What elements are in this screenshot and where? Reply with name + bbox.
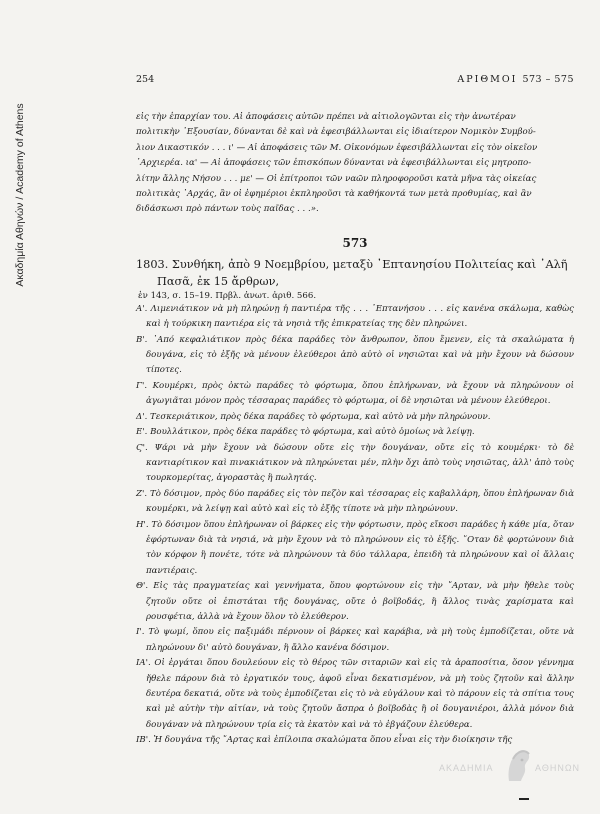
continuation-line: πολιτικὰς ᾿Αρχάς, ἂν οἱ ἐφημέριοι ἐκπληροῦσι τὰ καθήκοντά των μετὰ προθυμίας, καὶ ἂν [136,189,532,200]
running-head [136,70,574,90]
treaty-articles [136,302,574,749]
article-paragraph: Α'. Λιμενιάτικον νὰ μὴ πληρώνῃ ἡ παντιέρα τῆς . . . ᾿Επτανήσου . . . εἰς κανένα σκάλωμα, καθὼς καὶ ἡ τούρκικη παντιέρα εἰς τὰ νησιὰ τῆς ἐπικρατείας της δὲν πληρώνει. [136,303,574,330]
archive-side-label [14,40,26,350]
continuation-line: εἰς τὴν ἐπαρχίαν του. Αἱ ἀποφάσεις αὐτῶν πρέπει νὰ αἰτιολογῶνται εἰς τὴν ἀνωτέραν [136,112,516,122]
entry-reference: ἐν 143, σ. 15–19. Πρβλ. ἀνωτ. ἀριθ. 566. [138,290,317,301]
continuation-line: πολιτικὴν ᾿Εξουσίαν, δύνανται δὲ καὶ νὰ ἐφεσιβάλλωνται εἰς ἰδιαίτερον Νομικὸν Συμβού- [136,127,536,138]
watermark-right-text: ΑΘΗΝΩΝ [535,763,581,773]
academy-watermark [425,745,585,787]
article-paragraph: Η'. Τὸ δόσιμον ὅπου ἐπλήρωναν οἱ βάρκες εἰς τὴν φόρτωσιν, πρὸς εἴκοσι παράδες ἡ κάθε μία, ὅταν ἐφόρτωναν διὰ τὰ νησιά, νὰ μὴν ἔχουν νὰ τὸ πληρώνουν εἰς τὸ ἑξῆς. ῞Οταν δὲ φορτώνουν διὰ τὸν κόρφον ἢ πονέτε, τότε νὰ πληρώνουν τὰ δύο τάλλαρα, ἐπειδὴ τὰ πληρώνουν καὶ οἱ ἄλλαις παντιέραις. [136,519,574,576]
article-paragraph: ΙΑ'. Οἱ ἐργάται ὅπου δουλεύουν εἰς τὸ θέρος τῶν σιταριῶν καὶ εἰς τὰ ἀραποσίτια, ὅσον γέννημα ἤθελε πάρουν διὰ τὸ ἐργατικόν τους, ἀφοῦ εἶναι δεκατισμένον, νὰ μὴ τοὺς ζητοῦν καὶ ἄλλην δευτέρα δεκατιά, οὔτε νὰ τοὺς ἐμποδίζεται εἰς τὸ νὰ εὐγάλουν καὶ τὸ πάρουν εἰς τὰ σπίτια τους καὶ μὲ αὐτὴν τὴν αἰτίαν, νὰ τοὺς ζητοῦν ἄσπρα ὁ βοϊβοδὰς ἢ οἱ δουγανιέροι, ἀλλὰ μόνον διὰ δουγάναν νὰ πληρώνουν τρία εἰς τὰ ἑκατὸν καὶ νὰ τὸ ἐβγάζουν ἐλεύθερα. [136,658,574,730]
page-mark [519,798,529,800]
running-head-range: 573 – 575 [522,74,574,85]
continuation-line: λιον Δικαστικόν . . . ι' — Αἱ ἀποφάσεις τῶν Μ. Οἰκονόμων ἐφεσιβάλλωνται εἰς τὸν οἰκεῖον [136,142,538,153]
continuation-line: διδάσκωσι πρὸ πάντων τοὺς παῖδας . . .». [136,204,319,215]
athena-head-icon [503,745,533,785]
article-paragraph: Θ'. Εἰς τὰς πραγματείας καὶ γεννήματα, ὅπου φορτώνουν εἰς τὴν ῎Αρταν, νὰ μὴν ἤθελε τοὺς ζητοῦν οὔτε οἱ ἐπιστάται τῆς δουγάνας, οὔτε ὁ βοϊβοδάς, ἢ ἄλλος τινὰς χαρίσματα καὶ ρουσφέτια, ἀλλὰ νὰ ἔχουν ὅλον τὸ ἐλεύθερον. [136,581,574,622]
article-paragraph: Β'. ᾿Από κεφαλιάτικον πρὸς δέκα παράδες τὸν ἄνθρωπον, ὅπου ἔμενεν, εἰς τὰ σκαλώματα ἡ δουγάνα, εἰς τὸ ἑξῆς νὰ μένουν ἐλεύθεροι ἀπὸ αὐτὸ οἱ νησιῶται καὶ νὰ μὴν ἔχουν νὰ δώσουν τίποτες. [136,334,574,376]
article-paragraph: Ϛ'. Ψάρι νὰ μὴν ἔχουν νὰ δώσουν οὔτε εἰς τὴν δουγάναν, οὔτε εἰς τὸ κουμέρκι· τὸ δὲ καντιαρίτικον καὶ πινακιάτικον νὰ πληρώνεται μέν, πλὴν ὄχι ἀπὸ τοὺς νησιῶτας, ἀλλ' ἀπὸ τοὺς τουρκομερίτας, ἀγοραστὰς ἢ πωλητάς. [136,442,574,484]
article-paragraph: ΙΒ'. Ἡ δουγάνα τῆς ῎Αρτας καὶ ἐπίλοιπα σκαλώματα ὅπου εἶναι εἰς τὴν διοίκησιν τῆς [136,735,513,746]
article-paragraph: Δ'. Τεσκεριάτικον, πρὸς δέκα παράδες τὸ φόρτωμα, καὶ αὐτὸ νὰ μὴν πληρώνουν. [136,411,491,422]
article-paragraph: Ε'. Βουλλάτικον, πρὸς δέκα παράδες τὸ φόρτωμα, καὶ αὐτὸ ὁμοίως νὰ λείψῃ. [136,427,475,438]
archive-side-label-text: Ακαδημία Αθηνών / Academy of Athens [14,103,26,287]
entry-heading: 1803. Συνθήκη, ἀπὸ 9 Νοεμβρίου, μεταξὺ ᾿Επτανησίου Πολιτείας καὶ ᾿Αλῆ Πασᾶ, ἐκ 15 ἄρθρων, [136,257,568,288]
book-page [136,70,574,749]
article-paragraph: Ι'. Τὸ ψωμί, ὅπου εἰς παξιμάδι πέρνουν οἱ βάρκες καὶ καράβια, νὰ μὴ τοὺς ἐμποδίζεται, οὔτε νὰ πληρώνουν δι' αὐτὸ δουγάναν, ἢ ἄλλο κανένα δόσιμον. [136,627,574,653]
page-number: 254 [136,74,155,85]
running-head-section: ΑΡΙΘΜΟΙ [457,74,518,85]
continuation-paragraph [136,110,574,218]
article-paragraph: Ζ'. Τὸ δόσιμον, πρὸς δύο παράδες εἰς τὸν πεζὸν καὶ τέσσαρας εἰς καβαλλάρη, ὅπου ἐπλήρωναν διὰ κουμέρκι, νὰ λείψῃ καὶ αὐτὸ καὶ εἰς τὸ ἑξῆς τίποτε νὰ μὴν πληρώνουν. [136,488,574,515]
document-number: 573 [342,235,368,250]
watermark-left-text: ΑΚΑΔΗΜΙΑ [439,763,494,773]
continuation-line: λίτην ἄλλης Νήσου . . . με' — Οἱ ἐπίτροποι τῶν ναῶν πληροφοροῦσι κατὰ μῆνα τὰς οἰκείας [136,173,537,184]
article-paragraph: Γ'. Κουμέρκι, πρὸς ὀκτὼ παράδες τὸ φόρτωμα, ὅπου ἐπλήρωναν, νὰ ἔχουν νὰ πληρώνουν οἱ ἀγωγιᾶται μόνον πρὸς τέσσαρας παράδες τὸ φόρτωμα, οἱ δὲ νησιῶται νὰ μένουν ἐλεύθεροι. [136,380,574,407]
continuation-line: ᾿Αρχιερέα. ια' — Αἱ ἀποφάσεις τῶν ἐπισκόπων δύνανται νὰ ἐφεσιβάλλωνται εἰς μητροπο- [136,158,532,169]
running-head-title [457,74,574,85]
